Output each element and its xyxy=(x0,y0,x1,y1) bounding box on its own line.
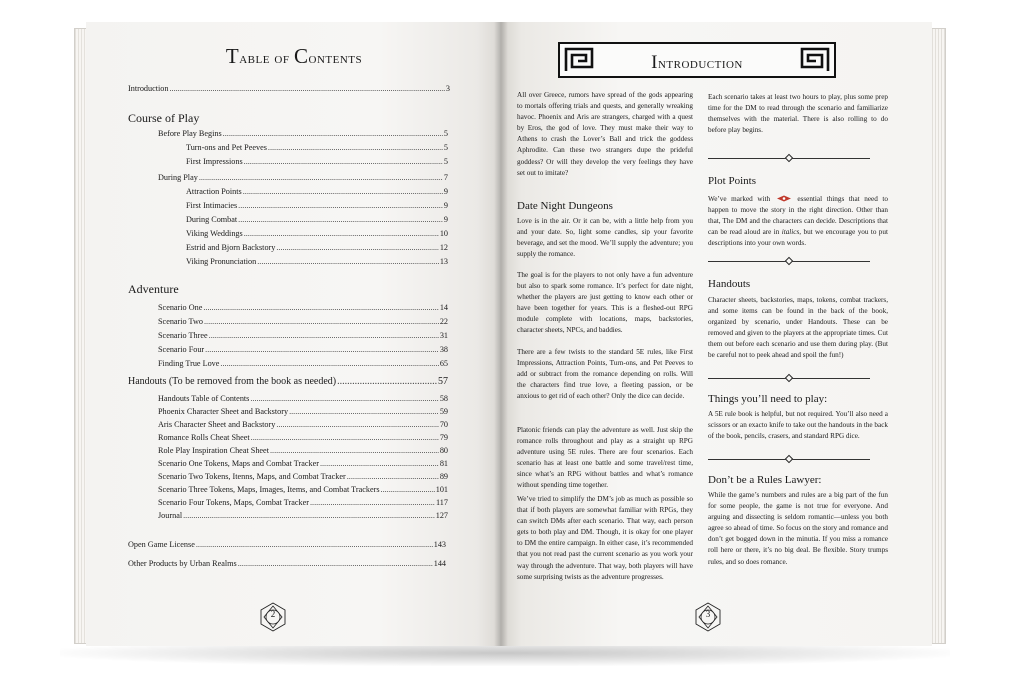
page-number-right: 3 xyxy=(693,602,723,632)
plot-point-icon xyxy=(776,195,792,202)
date-paragraph-5: We’ve tried to simplify the DM’s job as much as possible so that if both players are somewhat familiar with RPGs, they can switch DMs after each scenario. That way, each person gets to both play and DM. Though, it is okay for one player to DM the entire campaign. In either case, it’s recommended that you not read past the current scenario as you work your way through the adventure. That way, both players will have some surprising twists as the adventure progresses. xyxy=(517,495,693,581)
diamond-divider-icon xyxy=(708,257,870,265)
intro-title: Introduction xyxy=(651,52,743,73)
heading-date-night-dungeons: Date Night Dungeons xyxy=(517,200,613,212)
heading-things-needed: Things you’ll need to play: xyxy=(708,393,828,405)
toc-entry-handouts[interactable]: Handouts (To be removed from the book as needed) ..... 57 xyxy=(128,376,448,388)
date-paragraph-3: There are a few twists to the standard 5E rules, like First Impressions, Attraction Points, Turn-ons, and Pet Peeves to add or subtract from the romance depending on rolls. Will the characters find true love, a fleeting passion, or be anxious to get rid of each other? Only the dice can decide. xyxy=(517,348,693,401)
toc-entry[interactable]: Aris Character Sheet and Backstory ..... 70 xyxy=(158,420,448,430)
toc-entry[interactable]: Role Play Inspiration Cheat Sheet ..... 80 xyxy=(158,446,448,456)
date-paragraph-1: Love is in the air. Or it can be, with a little help from you and your date. So, light some candles, sip your favorite beverage, and set the mood. We’ll supply the adventure; you supply the romance. xyxy=(517,217,693,259)
toc-entry[interactable]: Scenario Four Tokens, Maps, Combat Tracker ..... 117 xyxy=(158,498,448,508)
heading-handouts: Handouts xyxy=(708,278,751,290)
greek-key-icon xyxy=(564,47,594,73)
left-page xyxy=(86,22,502,646)
toc-entry-introduction[interactable]: Introduction ..... 3 xyxy=(128,84,450,94)
toc-entry[interactable]: Scenario Two ..... 22 xyxy=(158,317,448,327)
lawyer-paragraph: While the game’s numbers and rules are a big part of the fun for some people, the game is not true for everyone. And arguing and dissecting is seldom romantic—unless you both agree so ahead of time. So focus on the story and romance and don’t get bogged down in the minutia. If you miss a romance roll here or there, it’s no big deal. Be flexible. Story trumps rules, and so does romance. xyxy=(708,491,888,566)
plot-paragraph: We’ve marked with essential things that need to happen to move the story in the right direction. Other than that, The DM and the characters can decide. Descriptions that can be read aloud are in italics, but we encourage you to put descriptions into your own words. xyxy=(708,195,889,248)
time-paragraph: Each scenario takes at least two hours to play, plus some prep time for the DM to read through the scenario and familiarize themselves with the material. There is also rolling to do before play begins. xyxy=(708,93,888,135)
diamond-divider-icon xyxy=(708,455,870,463)
toc-entry[interactable]: First Impressions ..... 5 xyxy=(186,157,448,167)
intro-title-banner xyxy=(558,42,836,78)
toc-entry[interactable]: Scenario Three Tokens, Maps, Images, Items, and Combat Trackers ..... 101 xyxy=(158,485,448,495)
things-paragraph: A 5E rule book is helpful, but not required. You’ll also need a scissors or an exacto knife to take out the handouts in the back of the book, pencils, crasers, and standard RPG dice. xyxy=(708,410,888,441)
toc-entry[interactable]: Attraction Points ..... 9 xyxy=(186,187,448,197)
toc-entry[interactable]: During Play ..... 7 xyxy=(158,173,448,183)
toc-entry[interactable]: Scenario One Tokens, Maps and Combat Tracker ..... 81 xyxy=(158,459,448,469)
diamond-divider-icon xyxy=(708,154,870,162)
page-edges-right xyxy=(930,28,946,644)
toc-entry[interactable]: Before Play Begins ..... 5 xyxy=(158,129,448,139)
heading-rules-lawyer: Don’t be a Rules Lawyer: xyxy=(708,474,822,486)
handouts-paragraph: Character sheets, backstories, maps, tokens, combat trackers, and some items can be found in the back of the book, organized by scenario, under Handouts. These can be removed and given to the players at the appropriate times. Cut them out before each scenario and use them during play. (But be careful not to peek ahead and spoil the fun!) xyxy=(708,296,888,360)
toc-entry[interactable]: Viking Pronunciation ..... 13 xyxy=(186,257,448,267)
diamond-divider-icon xyxy=(708,374,870,382)
toc-entry[interactable]: Handouts Table of Contents ..... 58 xyxy=(158,394,448,404)
toc-entry[interactable]: During Combat ..... 9 xyxy=(186,215,448,225)
intro-paragraph: All over Greece, rumors have spread of the gods appearing to mortals offering trials and quests, and generally wreaking havoc. Phoenix and Aris are strangers, charged with a quest by Eros, the god of love. They must make their way to Athens to crash the Lover’s Ball and trick the goddess Aphrodite. Can these two strangers dupe the prideful goddess? Or will they develop the very feelings they have set out to imitate? xyxy=(517,91,693,177)
toc-heading-course-of-play: Course of Play xyxy=(128,111,200,125)
toc-entry-open-game-license[interactable]: Open Game License ..... 143 xyxy=(128,540,446,550)
book-gutter xyxy=(494,22,508,646)
date-paragraph-2: The goal is for the players to not only have a fun adventure but also to spark some romance. It’s perfect for date night, whether the players are just getting to know each other or have been together for years. This is a fleshed-out RPG module complete with locations, maps, backstories, character sheets, NPCs, and baddies. xyxy=(517,271,693,335)
toc-heading-adventure: Adventure xyxy=(128,282,179,296)
toc-entry-other-products[interactable]: Other Products by Urban Realms ..... 144 xyxy=(128,559,446,569)
heading-plot-points: Plot Points xyxy=(708,175,756,187)
toc-entry[interactable]: First Intimacies ..... 9 xyxy=(186,201,448,211)
toc-entry[interactable]: Viking Weddings ..... 10 xyxy=(186,229,448,239)
toc-entry[interactable]: Scenario Three ..... 31 xyxy=(158,331,448,341)
toc-title: Table of Contents xyxy=(225,44,363,68)
toc-entry[interactable]: Phoenix Character Sheet and Backstory ..... 59 xyxy=(158,407,448,417)
toc-entry[interactable]: Romance Rolls Cheat Sheet ..... 79 xyxy=(158,433,448,443)
toc-entry[interactable]: Scenario One ..... 14 xyxy=(158,303,448,313)
date-paragraph-4: Platonic friends can play the adventure as well. Just skip the romance rolls throughout and play as a straight up RPG adventure using 5E rules. There are four scenarios. Each scenario has at least one battle and some travel/rest time, since what’s an RPG without battles and what’s romance without spending time together. xyxy=(517,426,693,490)
toc-entry[interactable]: Journal ..... 127 xyxy=(158,511,448,521)
toc-entry[interactable]: Turn-ons and Pet Peeves ..... 5 xyxy=(186,143,448,153)
toc-entry[interactable]: Scenario Two Tokens, Itenns, Maps, and Combat Tracker ..... 89 xyxy=(158,472,448,482)
toc-entry[interactable]: Finding True Love ..... 65 xyxy=(158,359,448,369)
toc-entry[interactable]: Estrid and Bjorn Backstory ..... 12 xyxy=(186,243,448,253)
greek-key-icon xyxy=(800,47,830,73)
toc-entry[interactable]: Scenario Four ..... 38 xyxy=(158,345,448,355)
page-number-left: 2 xyxy=(258,602,288,632)
right-page xyxy=(500,22,932,646)
